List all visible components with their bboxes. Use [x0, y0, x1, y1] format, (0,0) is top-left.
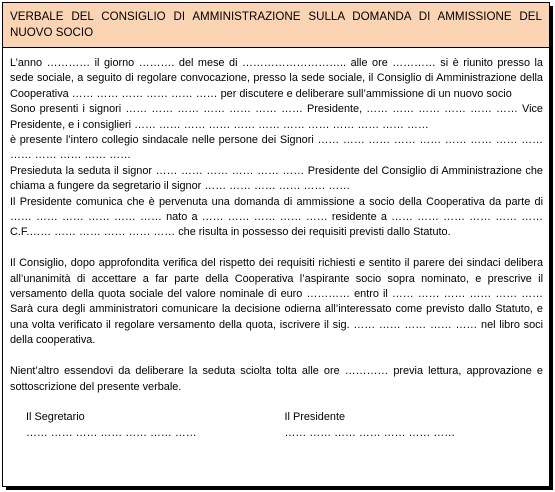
president-label: Il Presidente — [284, 411, 346, 424]
secretary-signature — [10, 410, 285, 441]
paragraph-chair: Presieduta la seduta il signor …… …… …… …… …… …… Presidente del Consiglio di Amministrazione che chiama a fungere da segretario il signor …… …… …… …… …… …… — [10, 164, 543, 193]
paragraph-auditors: è presente l’intero collegio sindacale nelle persone dei Signori …… …… …… …… …… …… …… …… …… …… …… …… …… …… — [10, 134, 543, 162]
document-title: VERBALE DEL CONSIGLIO DI AMMINISTRAZIONE SULLA DOMANDA DI AMMISSIONE DEL NUOVO SOCIO — [3, 3, 549, 48]
document-frame — [2, 2, 550, 487]
president-signature-line: …… …… …… …… …… …… …… — [284, 426, 456, 439]
president-signature — [285, 410, 544, 441]
paragraph-application: Il Presidente comunica che è pervenuta una domanda di ammissione a socio della Cooperativa da parte di …… …… …… …… …… …… nato a …… …… …… …… …… residente a …… …… …… …… …… …… C.F.…… …… …… …… …… …… che risulta in possesso dei requisiti previsti dallo Statuto. — [10, 195, 543, 239]
paragraph-meeting-intro: L’anno ………… il giorno ………. del mese di ……………………….. alle ore ………… si è riunito presso la sede sociale, a seguito di regolare convocazione, presso la sede sociale, il Consiglio di Amministrazione della Cooperativa …… …… …… …… …… …… per discutere e deliberare sull’ammissione di un nuovo socio — [10, 57, 543, 100]
secretary-signature-line: …… …… …… …… …… …… …… — [26, 426, 197, 439]
paragraph-present-members: Sono presenti i signori …… …… …… …… …… …… …… Presidente, …… …… …… …… …… …… Vice Presidente, e i consiglieri …… …… …… …… …… …… …… …… …… …… …… …… — [10, 103, 543, 131]
frame-shadow-right — [550, 6, 553, 490]
secretary-label: Il Segretario — [26, 411, 85, 424]
signature-row — [10, 410, 543, 441]
document-body — [10, 56, 543, 441]
frame-shadow-bottom — [6, 487, 553, 490]
paragraph-closing: Nient’altro essendovi da deliberare la seduta sciolta tolta alle ore ………… previa lettura, approvazione e sottoscrizione del presente verbale. — [10, 365, 543, 393]
paragraph-resolution: Il Consiglio, dopo approfondita verifica del rispetto dei requisiti richiesti e sentito il parere dei sindaci delibera all’unanimità di accettare a far parte della Cooperativa l’aspirante socio sopra nominato, e prescrive il versamento della quota sociale del valore nominale di euro ………… entro il …… …… …… …… …… …… Sarà cura degli amministratori comunicare la decisione odierna all’interessato come previsto dallo Statuto, e una volta verificato il regolare versamento della quota, iscrivere il sig. …… …… …… …… …… nel libro soci della cooperativa. — [10, 257, 543, 347]
